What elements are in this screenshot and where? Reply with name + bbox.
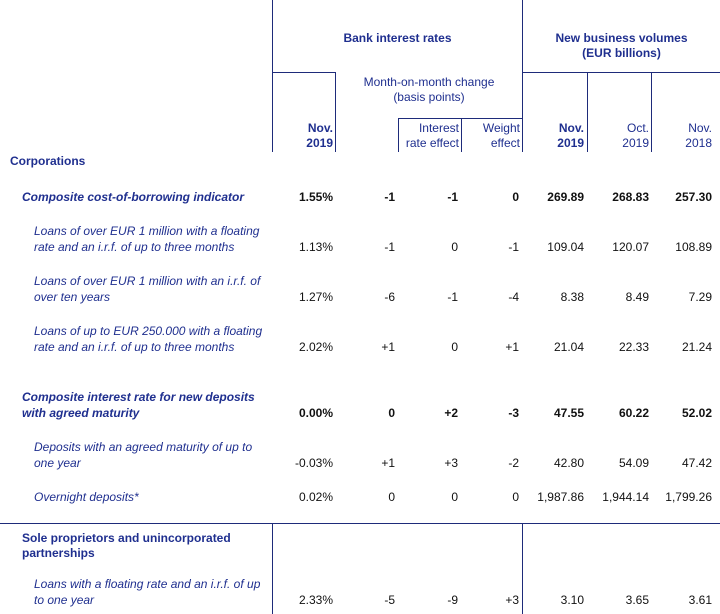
cell-v1: 269.89 — [547, 190, 584, 204]
col-header-v2-year: 2019 — [622, 136, 649, 150]
cell-mom: -6 — [384, 290, 395, 304]
cell-v3: 47.42 — [681, 456, 712, 470]
cell-v1: 47.55 — [553, 406, 584, 420]
col-header-v3: Nov. — [688, 121, 712, 135]
cell-v1: 1,987.86 — [537, 490, 584, 504]
cell-ire: -1 — [447, 290, 458, 304]
cell-v2: 8.49 — [625, 290, 649, 304]
row-label: Composite interest rate for new deposits — [22, 390, 255, 404]
cell-mom: -1 — [384, 190, 395, 204]
col-header-v1: Nov. — [558, 121, 584, 135]
cell-rate: 2.33% — [298, 593, 333, 607]
cell-mom: +1 — [381, 340, 395, 354]
row-label: Composite cost-of-borrowing indicator — [22, 190, 244, 204]
cell-v2: 3.65 — [625, 593, 649, 607]
header-volumes-unit: (EUR billions) — [582, 46, 661, 60]
section-title-sole-proprietors: Sole proprietors and unincorporated — [22, 531, 231, 545]
cell-we: -3 — [508, 406, 519, 420]
row-label: Deposits with an agreed maturity of up to — [34, 440, 253, 454]
row-label-cont: with agreed maturity — [22, 406, 140, 420]
col-header-v3-year: 2018 — [685, 136, 712, 150]
cell-we: 0 — [512, 190, 519, 204]
cell-mom: +1 — [381, 456, 395, 470]
cell-v2: 22.33 — [618, 340, 649, 354]
cell-rate: 0.02% — [298, 490, 333, 504]
cell-mom: 0 — [388, 490, 395, 504]
col-header-we: Weight — [482, 121, 520, 135]
cell-ire: -9 — [447, 593, 458, 607]
col-header-v2: Oct. — [626, 121, 649, 135]
col-header-rate: Nov. — [307, 121, 333, 135]
cell-v3: 52.02 — [681, 406, 712, 420]
header-rule — [398, 118, 522, 119]
row-label-cont: to one year — [34, 593, 95, 607]
header-mom-unit: (basis points) — [393, 90, 465, 104]
cell-v2: 268.83 — [612, 190, 649, 204]
cell-ire: -1 — [447, 190, 458, 204]
cell-v3: 7.29 — [688, 290, 712, 304]
cell-we: -2 — [508, 456, 519, 470]
cell-ire: 0 — [451, 490, 458, 504]
cell-v1: 109.04 — [547, 240, 584, 254]
cell-rate: 1.55% — [298, 190, 333, 204]
header-rule — [522, 72, 720, 73]
cell-we: +1 — [505, 340, 519, 354]
cell-ire: +2 — [444, 406, 458, 420]
row-label: Loans of over EUR 1 million with a floating — [34, 224, 260, 238]
cell-rate: 0.00% — [298, 406, 333, 420]
col-header-we-2: effect — [490, 136, 520, 150]
row-label: Loans of up to EUR 250.000 with a floating — [34, 324, 263, 338]
cell-ire: 0 — [451, 240, 458, 254]
cell-we: -1 — [508, 240, 519, 254]
cell-rate: 1.27% — [298, 290, 333, 304]
cell-ire: 0 — [451, 340, 458, 354]
row-label: Overnight deposits* — [34, 490, 139, 504]
header-bank-rates: Bank interest rates — [343, 31, 452, 45]
row-label-cont: one year — [34, 456, 81, 470]
col-header-ire: Interest — [418, 121, 459, 135]
cell-rate: 2.02% — [298, 340, 333, 354]
header-mom: Month-on-month change — [363, 75, 495, 89]
header-volumes: New business volumes — [555, 31, 688, 45]
cell-we: +3 — [505, 593, 519, 607]
cell-v1: 42.80 — [553, 456, 584, 470]
cell-v3: 1,799.26 — [665, 490, 712, 504]
header-rule — [272, 72, 335, 73]
cell-mom: -5 — [384, 593, 395, 607]
row-label-cont: rate and an i.r.f. of up to three months — [34, 340, 235, 354]
cell-rate: -0.03% — [294, 456, 333, 470]
cell-v2: 60.22 — [618, 406, 649, 420]
cell-v2: 54.09 — [618, 456, 649, 470]
cell-we: -4 — [508, 290, 519, 304]
col-header-v1-year: 2019 — [557, 136, 584, 150]
row-label: Loans of over EUR 1 million with an i.r.f. of — [34, 274, 261, 288]
row-label-cont: over ten years — [34, 290, 111, 304]
cell-v3: 257.30 — [675, 190, 712, 204]
cell-mom: 0 — [388, 406, 395, 420]
col-header-rate-year: 2019 — [306, 136, 333, 150]
section-title-sole-proprietors-cont: partnerships — [22, 546, 95, 560]
cell-v2: 1,944.14 — [602, 490, 649, 504]
col-header-ire-2: rate effect — [405, 136, 459, 150]
cell-ire: +3 — [444, 456, 458, 470]
row-label: Loans with a floating rate and an i.r.f. of up — [34, 577, 261, 591]
cell-v1: 3.10 — [560, 593, 584, 607]
cell-we: 0 — [512, 490, 519, 504]
cell-v1: 8.38 — [560, 290, 584, 304]
cell-rate: 1.13% — [298, 240, 333, 254]
section-rule — [0, 523, 720, 524]
cell-v1: 21.04 — [553, 340, 584, 354]
cell-v3: 3.61 — [688, 593, 712, 607]
cell-v3: 108.89 — [675, 240, 712, 254]
cell-v3: 21.24 — [681, 340, 712, 354]
section-title-corporations: Corporations — [10, 154, 86, 168]
cell-v2: 120.07 — [612, 240, 649, 254]
row-label-cont: rate and an i.r.f. of up to three months — [34, 240, 235, 254]
cell-mom: -1 — [384, 240, 395, 254]
